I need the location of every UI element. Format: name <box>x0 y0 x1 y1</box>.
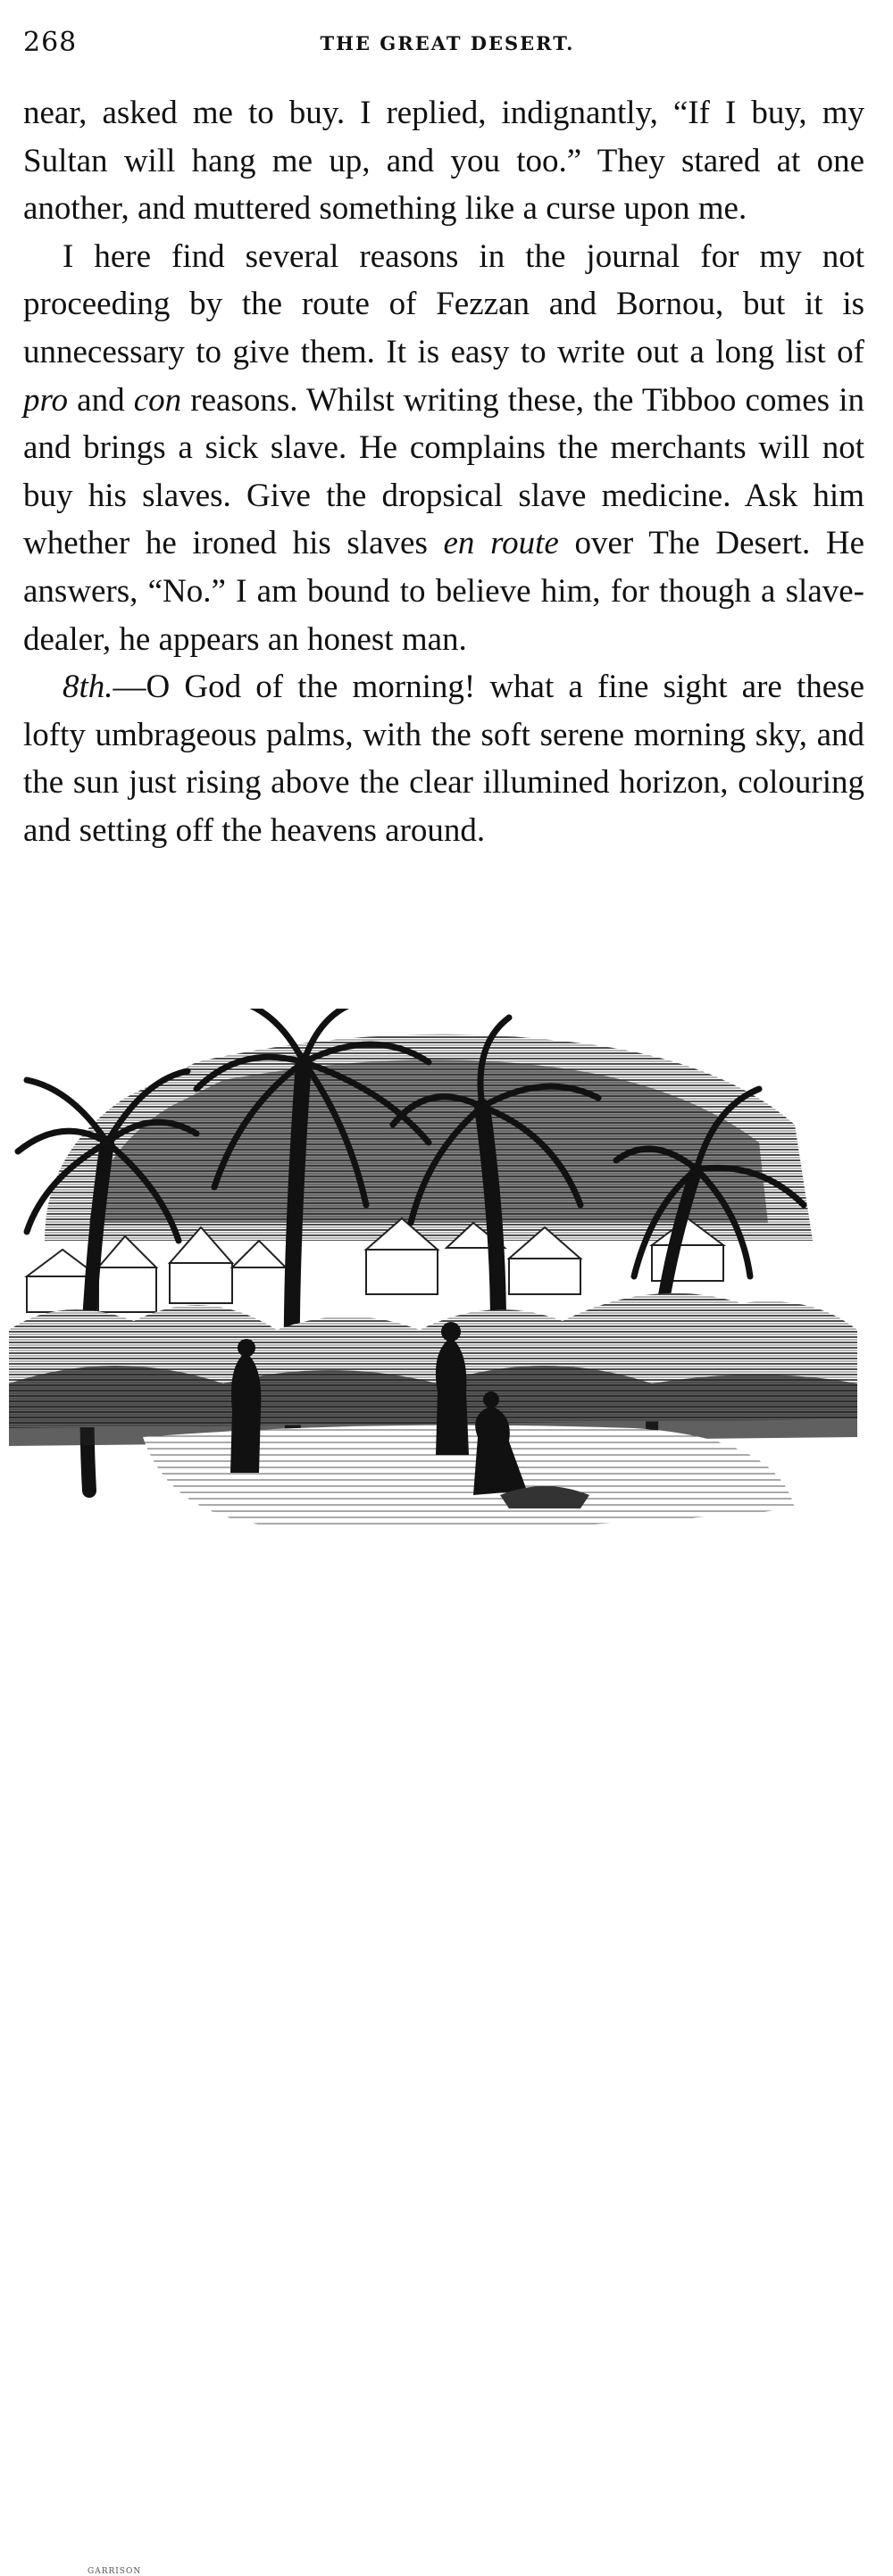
paragraph-2-text: reasons. Whilst writing these, the Tibboo comes in and brings a sick slave. He complains the merchants will not buy his slaves. Give the dropsical slave medicine. Ask him whether he ironed his slaves <box>23 381 864 562</box>
page-header <box>23 27 872 62</box>
engraver-signature: GARRISON <box>88 2567 142 2576</box>
page-body <box>23 89 864 855</box>
paragraph-2-text: and <box>68 381 134 419</box>
paragraph-2-text: I here find several reasons in the journal for my not proceeding by the route of Fezzan and Bornou, but it is unnecessary to give them. It is easy to write out a long list of <box>23 237 864 370</box>
paragraph-2-text: over The Desert. He answers, “No.” I am bound to believe him, for though a slave-dealer, he appears an honest man. <box>23 525 864 658</box>
italic-en-route: en route <box>443 525 559 562</box>
paragraph-1: near, asked me to buy. I replied, indignantly, “If I buy, my Sultan will hang me up, and you too.” They stared at one another, and muttered something like a curse upon me. <box>23 95 864 228</box>
italic-pro: pro <box>23 381 69 419</box>
paragraph-3-text: —O God of the morning! what a fine sight are these lofty umbrageous palms, with the soft serene morning sky, and the sun just rising above the clear illumined horizon, colouring and setting off the heavens around. <box>23 669 864 849</box>
paragraph-2 <box>23 233 864 663</box>
running-title: THE GREAT DESERT. <box>320 32 575 54</box>
engraving-illustration <box>9 1009 864 2576</box>
date-8th: 8th. <box>63 669 113 706</box>
page-number: 268 <box>23 27 78 58</box>
paragraph-3 <box>23 663 864 854</box>
italic-con: con <box>133 381 182 419</box>
oasis-palms-engraving <box>9 1009 864 1562</box>
